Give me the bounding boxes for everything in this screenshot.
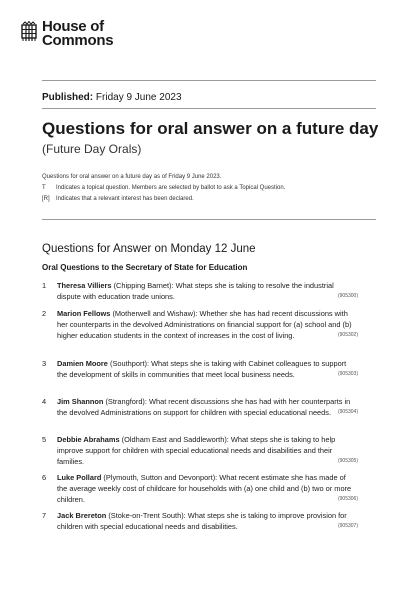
published-line — [42, 92, 182, 103]
question-text: (Southport): What steps she is taking with Cabinet colleagues to support the development of skills in communities that meet local business needs. — [57, 359, 347, 379]
question-item — [42, 308, 358, 341]
question-reference: (905302) — [337, 332, 358, 338]
page-subtitle: (Future Day Orals) — [42, 142, 142, 156]
question-number: 7 — [42, 511, 47, 520]
intro-notes — [42, 172, 285, 205]
divider-published — [42, 108, 376, 109]
question-text: (Plymouth, Sutton and Devonport): What recent estimate she has made of the average weekly cost of childcare for households with (a) one child and (b) two or more children. — [57, 473, 352, 504]
section-title: Questions for Answer on Monday 12 June — [42, 243, 256, 255]
question-text: (Oldham East and Saddleworth): What steps she is taking to help improve support for children with special educational needs and disabilities and their families. — [57, 435, 336, 466]
logo-wordmark — [42, 20, 113, 48]
note-text: Indicates a topical question. Members are selected by ballot to ask a Topical Question. — [56, 185, 286, 191]
published-date: Friday 9 June 2023 — [95, 92, 182, 103]
question-number: 2 — [42, 309, 47, 318]
question-text: (Strangford): What recent discussions she has had with her counterparts in the devolved Administrations on support for children with special educational needs. — [57, 397, 351, 417]
member-name: Debbie Abrahams — [57, 435, 120, 444]
portcullis-icon — [20, 21, 38, 43]
question-reference: (905305) — [337, 458, 358, 464]
question-reference: (905307) — [337, 523, 358, 529]
question-number: 1 — [42, 281, 47, 290]
department-subheading: Oral Questions to the Secretary of State for Education — [42, 263, 248, 272]
note-interest — [42, 194, 285, 205]
page-title: Questions for oral answer on a future day — [42, 119, 379, 138]
question-text: (Stoke-on-Trent South): What steps she is taking to improve provision for children with special educational needs and disabilities. — [57, 511, 347, 531]
note-topical — [42, 183, 285, 194]
question-item — [42, 396, 358, 418]
question-item — [42, 510, 358, 532]
member-name: Jim Shannon — [57, 397, 104, 406]
note-text: Indicates that a relevant interest has been declared. — [56, 196, 194, 202]
member-name: Jack Brereton — [57, 511, 107, 520]
question-item — [42, 472, 358, 505]
intro-line: Questions for oral answer on a future day as of Friday 9 June 2023. — [42, 174, 222, 180]
question-text: (Motherwell and Wishaw): Whether she has had recent discussions with her counterparts in the devolved Administrations on financial support for (a) school and (b) higher education students in the context of increases in the cost of living. — [57, 309, 352, 340]
published-label: Published: — [42, 92, 94, 103]
member-name: Marion Fellows — [57, 309, 111, 318]
question-number: 3 — [42, 359, 47, 368]
question-item — [42, 358, 358, 380]
question-number: 6 — [42, 473, 47, 482]
question-reference: (905304) — [337, 409, 358, 415]
question-reference: (905306) — [337, 496, 358, 502]
question-number: 4 — [42, 397, 47, 406]
question-number: 5 — [42, 435, 47, 444]
house-of-commons-logo — [20, 20, 113, 48]
question-reference: (905300) — [337, 293, 358, 299]
logo-line-1: House of — [42, 18, 104, 35]
divider-intro — [42, 219, 376, 220]
question-item — [42, 434, 358, 467]
logo-line-2: Commons — [42, 32, 114, 49]
note-key: [R] — [42, 196, 50, 202]
divider-top — [42, 80, 376, 81]
member-name: Theresa Villiers — [57, 281, 112, 290]
note-key: T — [42, 185, 46, 191]
member-name: Luke Pollard — [57, 473, 102, 482]
question-reference: (905303) — [337, 371, 358, 377]
question-text: (Chipping Barnet): What steps she is taking to resolve the industrial dispute with education trade unions. — [57, 281, 334, 301]
member-name: Damien Moore — [57, 359, 108, 368]
question-item — [42, 280, 358, 302]
